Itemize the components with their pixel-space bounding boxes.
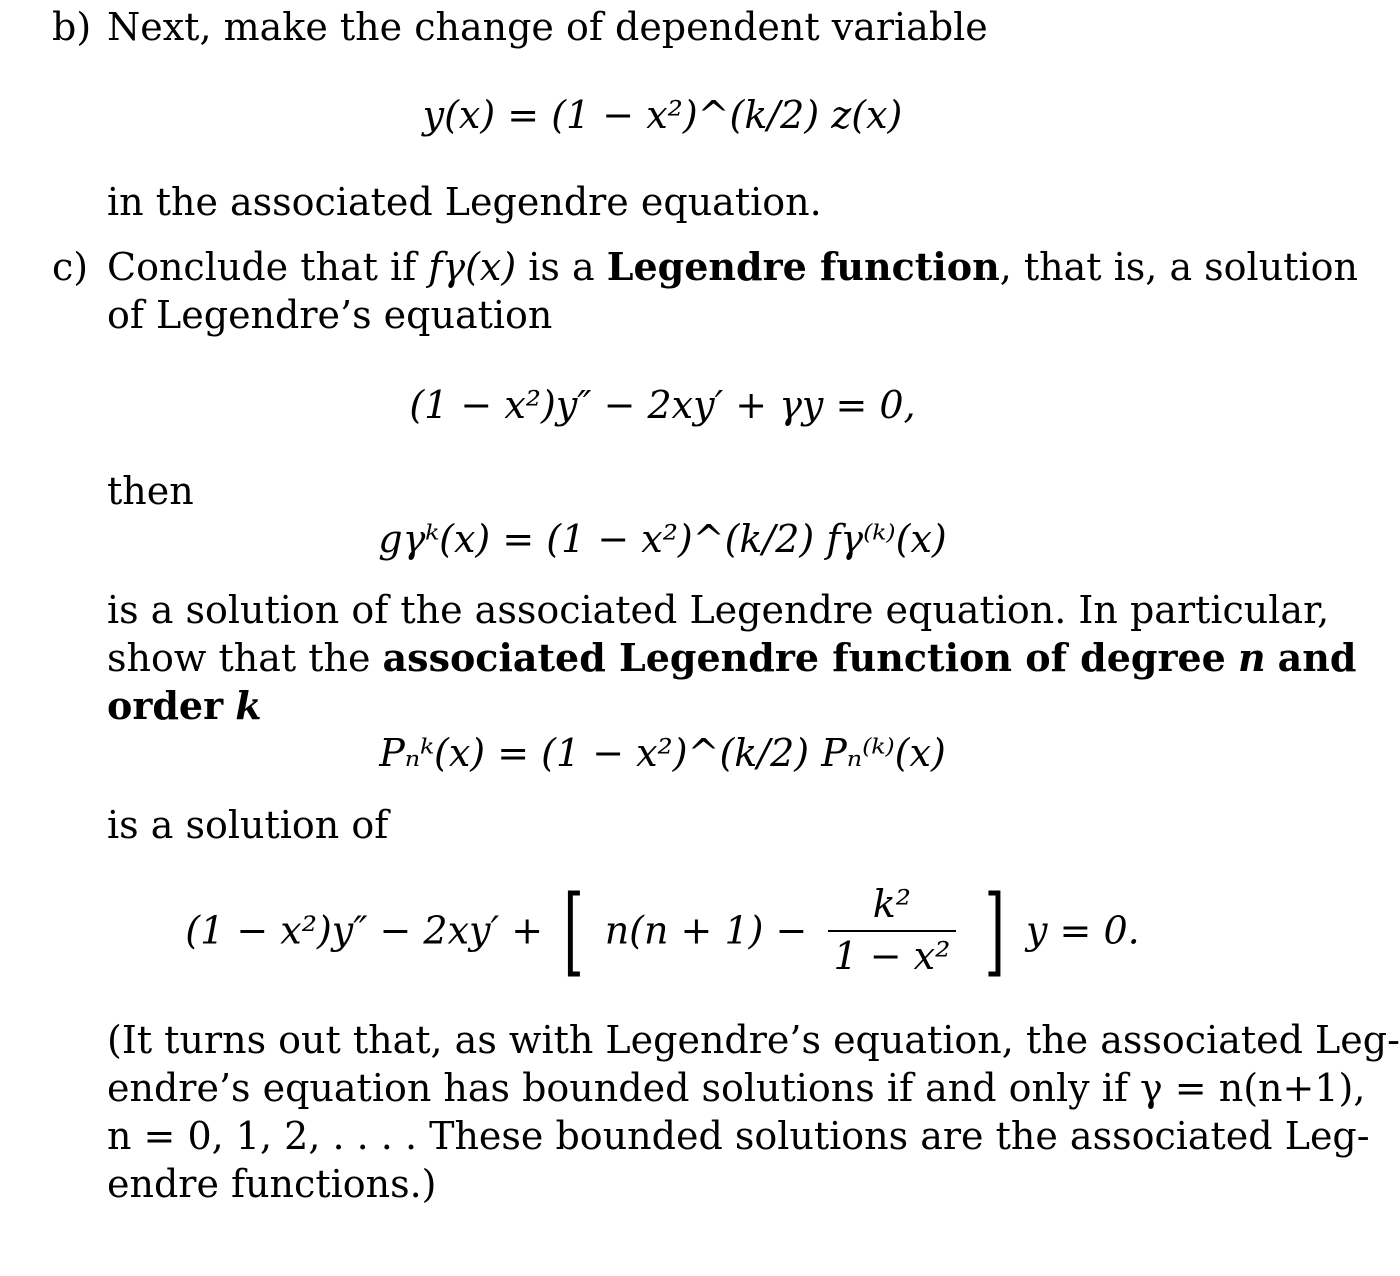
order-k-symbol: k (235, 683, 262, 728)
legendre-equation (0, 383, 1325, 427)
g-equation-text: gγᵏ(x) = (1 − x²)^(k/2) fγ⁽ᵏ⁾(x) (378, 517, 947, 561)
f-gamma-symbol: fγ(x) (428, 245, 517, 289)
part-c-line1 (107, 244, 1358, 289)
change-of-variable-equation (0, 93, 1325, 137)
solution-line3 (107, 683, 262, 728)
k-squared-fraction (828, 881, 957, 978)
assoc-lhs: (1 − x²)y″ − 2xy′ + (185, 908, 544, 953)
then-text: then (107, 469, 194, 513)
fraction-numerator: k² (828, 884, 957, 932)
order-bold: order (107, 683, 224, 728)
remark-line2: endre’s equation has bounded solutions if and only if γ = n(n+1), (107, 1066, 1366, 1110)
g-equation (0, 517, 1325, 561)
is-solution-of-text: is a solution of (107, 803, 389, 847)
p-equation (0, 731, 1325, 775)
remark-line4: endre functions.) (107, 1162, 437, 1206)
legendre-equation-text: (1 − x²)y″ − 2xy′ + γy = 0, (409, 383, 916, 427)
solution-line1: is a solution of the associated Legendre equation. In particular, (107, 588, 1330, 632)
and-bold: and (1277, 635, 1357, 680)
remark-line3: n = 0, 1, 2, . . . . These bounded solutions are the associated Leg- (107, 1114, 1370, 1158)
part-c-line1-b: is a (528, 245, 595, 289)
solution-line2-a: show that the (107, 636, 371, 680)
part-c-label: c) (52, 245, 89, 289)
part-b-label: b) (52, 5, 92, 49)
part-c-line2: of Legendre’s equation (107, 293, 553, 337)
fraction-denominator: 1 − x² (833, 933, 951, 978)
p-equation-text: Pₙᵏ(x) = (1 − x²)^(k/2) Pₙ⁽ᵏ⁾(x) (379, 731, 946, 775)
assoc-bracket-inner: n(n + 1) − (604, 908, 808, 953)
solution-line2 (107, 635, 1357, 680)
change-of-variable-equation-text: y(x) = (1 − x²)^(k/2) z(x) (422, 93, 903, 137)
associated-legendre-equation (0, 872, 1325, 987)
right-bracket: ] (984, 874, 1006, 987)
left-bracket: [ (563, 874, 585, 987)
part-b-intro: Next, make the change of dependent variable (107, 5, 988, 49)
part-c-line1-c: , that is, a solution (999, 245, 1358, 289)
remark-line1: (It turns out that, as with Legendre’s equation, the associated Leg- (107, 1018, 1400, 1062)
associated-legendre-term: associated Legendre function of degree (382, 635, 1226, 680)
legendre-function-term: Legendre function (606, 244, 1000, 289)
part-b-after: in the associated Legendre equation. (107, 180, 822, 224)
assoc-rhs: y = 0. (1025, 908, 1140, 953)
degree-n-symbol: n (1237, 635, 1266, 680)
part-c-line1-a: Conclude that if (107, 245, 417, 289)
